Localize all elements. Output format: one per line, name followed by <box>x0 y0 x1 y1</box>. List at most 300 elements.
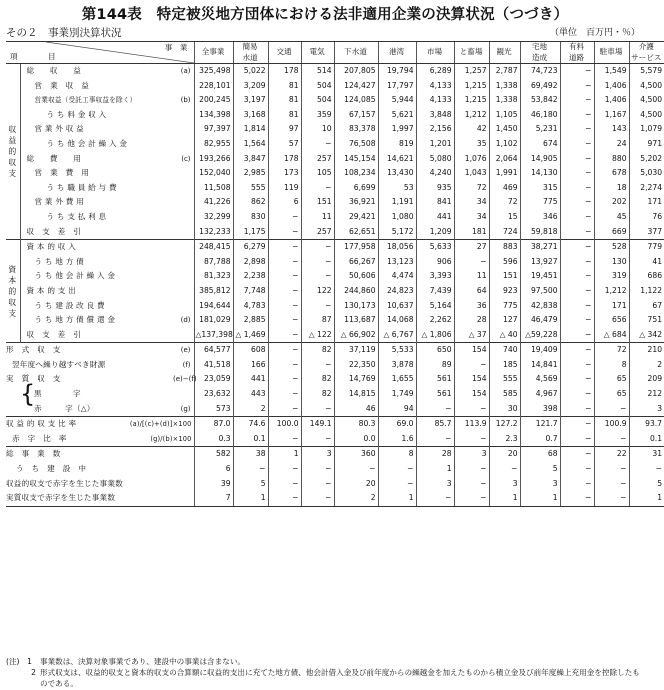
table-cell: 4,500 <box>629 93 664 108</box>
table-cell: 36 <box>454 299 489 314</box>
table-row <box>6 255 664 270</box>
table-cell: 173 <box>268 166 301 181</box>
table-cell: 1,215 <box>454 93 489 108</box>
table-cell: 166 <box>233 358 268 373</box>
table-row <box>6 210 664 225</box>
table-cell: − <box>454 491 489 506</box>
table-cell: 18 <box>594 181 629 196</box>
row-label <box>20 166 172 181</box>
table-row <box>6 491 664 506</box>
table-cell: 80.3 <box>334 417 378 432</box>
table-cell: 1 <box>378 491 416 506</box>
table-cell: 1,102 <box>489 137 520 152</box>
table-cell: 906 <box>416 255 454 270</box>
table-row <box>6 108 664 123</box>
row-label-text: 総 収 益 <box>26 66 82 75</box>
table-cell: 880 <box>594 152 629 167</box>
table-cell: 504 <box>301 93 334 108</box>
row-note: (f) <box>182 360 191 369</box>
table-cell: 656 <box>594 313 629 328</box>
row-note <box>172 447 194 462</box>
table-cell: 6 <box>194 462 233 477</box>
table-row <box>6 328 664 343</box>
table-cell: 94 <box>378 402 416 417</box>
table-cell: 14,621 <box>378 152 416 167</box>
table-cell: 346 <box>520 210 560 225</box>
table-cell: − <box>268 358 301 373</box>
table-cell: △ 40 <box>489 328 520 343</box>
table-cell: 5 <box>233 477 268 492</box>
table-cell: 83,378 <box>334 122 378 137</box>
table-cell: − <box>334 462 378 477</box>
table-cell: 38 <box>233 447 268 462</box>
table-cell: − <box>560 417 594 432</box>
row-label-text: 営 業 外 収 益 <box>34 124 84 134</box>
table-cell: 0.1 <box>233 432 268 447</box>
table-cell: 41,518 <box>194 358 233 373</box>
row-note: (c) <box>181 154 191 163</box>
table-cell: 14,130 <box>520 166 560 181</box>
table-cell: 2 <box>233 402 268 417</box>
table-cell: − <box>560 255 594 270</box>
table-cell: 1,212 <box>454 108 489 123</box>
table-cell: 74,723 <box>520 64 560 79</box>
footnote-2 <box>6 667 646 689</box>
table-cell: − <box>560 225 594 240</box>
table-cell: 4,240 <box>416 166 454 181</box>
table-cell: 2,064 <box>489 152 520 167</box>
table-cell: − <box>560 432 594 447</box>
row-label <box>20 255 172 270</box>
table-cell: − <box>560 166 594 181</box>
table-cell: 178 <box>268 64 301 79</box>
table-cell: 65 <box>594 387 629 402</box>
table-cell: 1,814 <box>233 122 268 137</box>
row-note <box>172 462 194 477</box>
table-cell: 18,056 <box>378 240 416 255</box>
table-cell: 81,323 <box>194 269 233 284</box>
table-row <box>6 225 664 240</box>
table-cell: 100.9 <box>594 417 629 432</box>
footnote-2-key: 2 <box>31 668 36 677</box>
table-cell: 97,500 <box>520 284 560 299</box>
row-note <box>172 79 194 94</box>
table-cell: 248,415 <box>194 240 233 255</box>
row-note: (e) <box>172 343 194 358</box>
table-cell: − <box>378 477 416 492</box>
table-cell: 19,409 <box>520 343 560 358</box>
table-row <box>6 137 664 152</box>
table-cell: 5,030 <box>629 166 664 181</box>
row-label <box>20 122 172 137</box>
table-cell: 443 <box>233 387 268 402</box>
table-cell: − <box>560 93 594 108</box>
row-label-text: う ち 地 方 債 <box>34 256 84 266</box>
table-cell: 1,201 <box>416 137 454 152</box>
table-cell: 385,812 <box>194 284 233 299</box>
table-cell: 1 <box>629 491 664 506</box>
row-label <box>20 284 172 299</box>
table-cell: 82 <box>301 372 334 387</box>
table-cell: − <box>268 225 301 240</box>
table-cell: − <box>560 108 594 123</box>
row-label-text: 収益的収支で赤字を生じた事業数 <box>6 478 123 488</box>
table-cell: 105 <box>301 166 334 181</box>
table-cell: 89 <box>416 358 454 373</box>
table-row <box>6 432 664 447</box>
row-note: (e)−(f) <box>173 375 197 384</box>
table-row <box>6 358 664 373</box>
table-cell: 28 <box>416 447 454 462</box>
table-cell: − <box>560 462 594 477</box>
table-cell: 3 <box>301 447 334 462</box>
table-cell: 573 <box>194 402 233 417</box>
table-cell: 1,191 <box>378 195 416 210</box>
table-cell: − <box>560 343 594 358</box>
table-cell: 35 <box>454 137 489 152</box>
table-cell: 62,651 <box>334 225 378 240</box>
table-cell: 751 <box>629 313 664 328</box>
row-note: (a)/[(c)+(d)]×100 <box>129 420 192 429</box>
row-label <box>20 313 172 328</box>
table-cell: △ 1,469 <box>233 328 268 343</box>
table-cell: 14,815 <box>334 387 378 402</box>
row-note: (a) <box>180 67 191 75</box>
table-cell: 2,156 <box>416 122 454 137</box>
table-cell: 2.3 <box>489 432 520 447</box>
table-row <box>6 372 664 387</box>
table-cell: 100.0 <box>268 417 301 432</box>
table-cell: 207,805 <box>334 64 378 79</box>
table-row <box>6 122 664 137</box>
group-capital: 資 本 的 収 支 <box>6 240 20 343</box>
table-cell: 68 <box>520 447 560 462</box>
row-label-text: 赤 字 比 率 <box>12 433 67 443</box>
table-cell: 82 <box>301 343 334 358</box>
table-cell: 42,838 <box>520 299 560 314</box>
table-cell: 1,043 <box>454 166 489 181</box>
table-cell: − <box>454 402 489 417</box>
table-cell: 46 <box>334 402 378 417</box>
row-label <box>6 447 172 462</box>
table-cell: 177,958 <box>334 240 378 255</box>
table-cell: 74.6 <box>233 417 268 432</box>
row-label-text: 実 質 収 支 <box>6 374 61 384</box>
table-cell: 504 <box>301 79 334 94</box>
table-row <box>6 195 664 210</box>
table-cell: − <box>268 210 301 225</box>
table-cell: 669 <box>594 225 629 240</box>
table-row <box>6 240 664 255</box>
table-cell: 194,644 <box>194 299 233 314</box>
row-label-text: う ち 建 設 中 <box>16 464 87 474</box>
table-cell: 113,687 <box>334 313 378 328</box>
row-label <box>20 240 172 255</box>
table-cell: 6 <box>268 195 301 210</box>
table-cell: 1,549 <box>594 64 629 79</box>
footnote-1-text: 事業数は、決算対象事業であり、建設中の事業は含まない。 <box>40 657 246 666</box>
table-cell: 97 <box>268 122 301 137</box>
table-cell: 11 <box>301 210 334 225</box>
table-cell: 1 <box>489 491 520 506</box>
table-cell: − <box>594 432 629 447</box>
table-cell: 1,257 <box>454 64 489 79</box>
table-cell: 2,238 <box>233 269 268 284</box>
footnotes <box>6 656 646 689</box>
row-label-text: 赤 字（△） <box>34 403 95 413</box>
table-cell: 724 <box>489 225 520 240</box>
table-cell: 1,406 <box>594 93 629 108</box>
table-cell: 830 <box>233 210 268 225</box>
table-cell: − <box>560 152 594 167</box>
table-cell: 686 <box>629 269 664 284</box>
table-cell: 257 <box>301 152 334 167</box>
table-cell: 6,279 <box>233 240 268 255</box>
row-note <box>172 137 194 152</box>
table-cell: 5,164 <box>416 299 454 314</box>
row-label <box>20 225 172 240</box>
row-label <box>20 108 172 123</box>
column-header: と畜場 <box>454 42 489 64</box>
table-cell: − <box>454 477 489 492</box>
table-cell: 46,479 <box>520 313 560 328</box>
table-cell: 1.6 <box>378 432 416 447</box>
table-cell: 124,085 <box>334 93 378 108</box>
table-cell: 28 <box>454 313 489 328</box>
table-cell: 209 <box>629 372 664 387</box>
table-cell: 1 <box>268 447 301 462</box>
table-cell: 5,022 <box>233 64 268 79</box>
table-cell: − <box>454 255 489 270</box>
table-cell: △ 37 <box>454 328 489 343</box>
table-cell: 3 <box>489 477 520 492</box>
table-cell: 3,393 <box>416 269 454 284</box>
row-label-text: 資 本 的 収 入 <box>26 242 76 252</box>
table-cell: 87 <box>301 313 334 328</box>
row-label-text: 収 支 差 引 <box>26 226 82 236</box>
table-cell: 178 <box>268 152 301 167</box>
table-cell: − <box>268 372 301 387</box>
table-cell: − <box>301 255 334 270</box>
table-cell: − <box>560 269 594 284</box>
row-label-text: 収 益 的 収 支 比 率 <box>6 419 77 429</box>
table-cell: 82,955 <box>194 137 233 152</box>
table-cell: △ 342 <box>629 328 664 343</box>
table-cell: 127.2 <box>489 417 520 432</box>
table-cell: 5 <box>520 462 560 477</box>
table-cell: 5 <box>629 477 664 492</box>
unit-note: （単位 百万円・％） <box>549 28 640 38</box>
table-row <box>6 64 664 79</box>
table-cell: 4,133 <box>416 79 454 94</box>
header-corner-item2: 目 <box>48 51 56 61</box>
row-note <box>172 284 194 299</box>
table-cell: 3,197 <box>233 93 268 108</box>
table-cell: 145,154 <box>334 152 378 167</box>
table-cell: 359 <box>301 108 334 123</box>
table-cell: 149.1 <box>301 417 334 432</box>
table-cell: 5,533 <box>378 343 416 358</box>
table-cell: − <box>416 432 454 447</box>
table-cell: − <box>560 210 594 225</box>
footnote-2-text: 形式収支は、収益的収支と資本的収支の合算額に収益的支出に充てた地方債、他会計借入金及び前年度からの繰越金を加えたものから積立金及び前年度繰上充用金を控除したものである。 <box>40 668 640 688</box>
table-cell: 2,262 <box>416 313 454 328</box>
table-cell: − <box>560 402 594 417</box>
table-title: 第144表 特定被災地方団体における法非適用企業の決算状況（つづき） <box>81 7 569 23</box>
table-cell: 20 <box>334 477 378 492</box>
table-cell: 24 <box>594 137 629 152</box>
table-cell: 122 <box>301 284 334 299</box>
row-label <box>20 137 172 152</box>
table-cell: 1,338 <box>489 79 520 94</box>
table-cell: − <box>560 195 594 210</box>
table-cell: 151 <box>301 195 334 210</box>
table-cell: 57 <box>268 137 301 152</box>
row-label <box>20 269 172 284</box>
table-cell: 608 <box>233 343 268 358</box>
table-cell: − <box>301 358 334 373</box>
table-cell: − <box>301 402 334 417</box>
table-cell: − <box>560 284 594 299</box>
table-cell: 650 <box>416 343 454 358</box>
row-note: (b) <box>180 96 191 105</box>
table-cell: − <box>560 64 594 79</box>
table-cell: − <box>268 432 301 447</box>
table-row <box>6 93 664 108</box>
table-cell: − <box>301 462 334 477</box>
column-header: 電気 <box>301 42 334 64</box>
table-cell: 319 <box>594 269 629 284</box>
table-cell: 555 <box>233 181 268 196</box>
table-cell: 72 <box>489 195 520 210</box>
table-cell: 34 <box>454 195 489 210</box>
table-cell: 4,500 <box>629 79 664 94</box>
table-cell: 19,794 <box>378 64 416 79</box>
row-label-text: 総 費 用 <box>26 153 82 163</box>
row-label-text: 翌年度へ繰り越すべき財源 <box>12 359 106 369</box>
table-cell: 11,508 <box>194 181 233 196</box>
row-label <box>6 432 194 447</box>
table-cell: 23,632 <box>194 387 233 402</box>
table-cell: 87.0 <box>194 417 233 432</box>
table-cell: 923 <box>489 284 520 299</box>
table-cell: 181,029 <box>194 313 233 328</box>
table-cell: 2,898 <box>233 255 268 270</box>
table-cell: 775 <box>489 299 520 314</box>
table-cell: 81 <box>268 79 301 94</box>
table-row <box>6 462 664 477</box>
table-cell: 1,212 <box>594 284 629 299</box>
table-cell: 2,274 <box>629 181 664 196</box>
row-note <box>172 299 194 314</box>
table-cell: 8 <box>594 358 629 373</box>
row-note <box>172 210 194 225</box>
table-cell: 360 <box>334 447 378 462</box>
table-cell: − <box>629 462 664 477</box>
table-cell: 87,788 <box>194 255 233 270</box>
table-row <box>6 447 664 462</box>
column-header: 交通 <box>268 42 301 64</box>
table-cell: 1,406 <box>594 79 629 94</box>
column-header: 駐車場 <box>594 42 629 64</box>
table-cell: 200,245 <box>194 93 233 108</box>
table-cell: 3,209 <box>233 79 268 94</box>
row-note <box>172 122 194 137</box>
table-cell: − <box>378 462 416 477</box>
table-cell: 1,450 <box>489 122 520 137</box>
row-note <box>172 181 194 196</box>
row-label <box>6 417 194 432</box>
table-cell: 22 <box>594 447 629 462</box>
table-cell: 1,080 <box>378 210 416 225</box>
table-cell: 1,105 <box>489 108 520 123</box>
table-cell: 67 <box>629 299 664 314</box>
table-cell: 4,783 <box>233 299 268 314</box>
table-cell: 5,231 <box>520 122 560 137</box>
table-cell: 154 <box>454 372 489 387</box>
table-cell: 19,451 <box>520 269 560 284</box>
table-cell: 76 <box>629 210 664 225</box>
row-note <box>172 166 194 181</box>
table-cell: 11 <box>454 269 489 284</box>
table-cell: 13,123 <box>378 255 416 270</box>
table-cell: 971 <box>629 137 664 152</box>
table-cell: 244,860 <box>334 284 378 299</box>
table-cell: 39 <box>194 477 233 492</box>
table-cell: 53 <box>378 181 416 196</box>
header-corner-item: 項 <box>10 51 18 61</box>
table-cell: 1 <box>520 491 560 506</box>
table-cell: 2,885 <box>233 313 268 328</box>
row-label <box>20 79 172 94</box>
table-cell: 29,421 <box>334 210 378 225</box>
row-label-text: 総 事 業 数 <box>6 449 61 459</box>
table-row <box>6 284 664 299</box>
table-cell: − <box>560 447 594 462</box>
row-label <box>20 299 172 314</box>
table-cell: 127 <box>489 313 520 328</box>
table-cell: 1,122 <box>629 284 664 299</box>
table-cell: 398 <box>520 402 560 417</box>
row-label-text: 黒 字 <box>34 389 81 399</box>
table-cell: 3 <box>454 447 489 462</box>
table-cell: △ 1,806 <box>416 328 454 343</box>
column-header: 有料 道路 <box>560 42 594 64</box>
table-cell: 45 <box>594 210 629 225</box>
table-cell: 4,133 <box>416 93 454 108</box>
table-cell: 6,699 <box>334 181 378 196</box>
table-cell: 3 <box>520 477 560 492</box>
table-cell: 93.7 <box>629 417 664 432</box>
table-cell: 27 <box>454 240 489 255</box>
table-row <box>6 269 664 284</box>
row-note <box>172 195 194 210</box>
table-cell: 14,769 <box>334 372 378 387</box>
table-cell: 257 <box>301 225 334 240</box>
table-cell: 1,209 <box>416 225 454 240</box>
table-cell: 325,498 <box>194 64 233 79</box>
row-note <box>172 387 194 402</box>
table-cell: 441 <box>233 372 268 387</box>
table-cell: 2 <box>334 491 378 506</box>
table-cell: − <box>560 358 594 373</box>
column-header: 下水道 <box>334 42 378 64</box>
table-cell: 171 <box>594 299 629 314</box>
table-cell: 5,172 <box>378 225 416 240</box>
row-label-text: 形 式 収 支 <box>6 345 61 355</box>
table-row <box>6 402 664 417</box>
row-note <box>172 108 194 123</box>
